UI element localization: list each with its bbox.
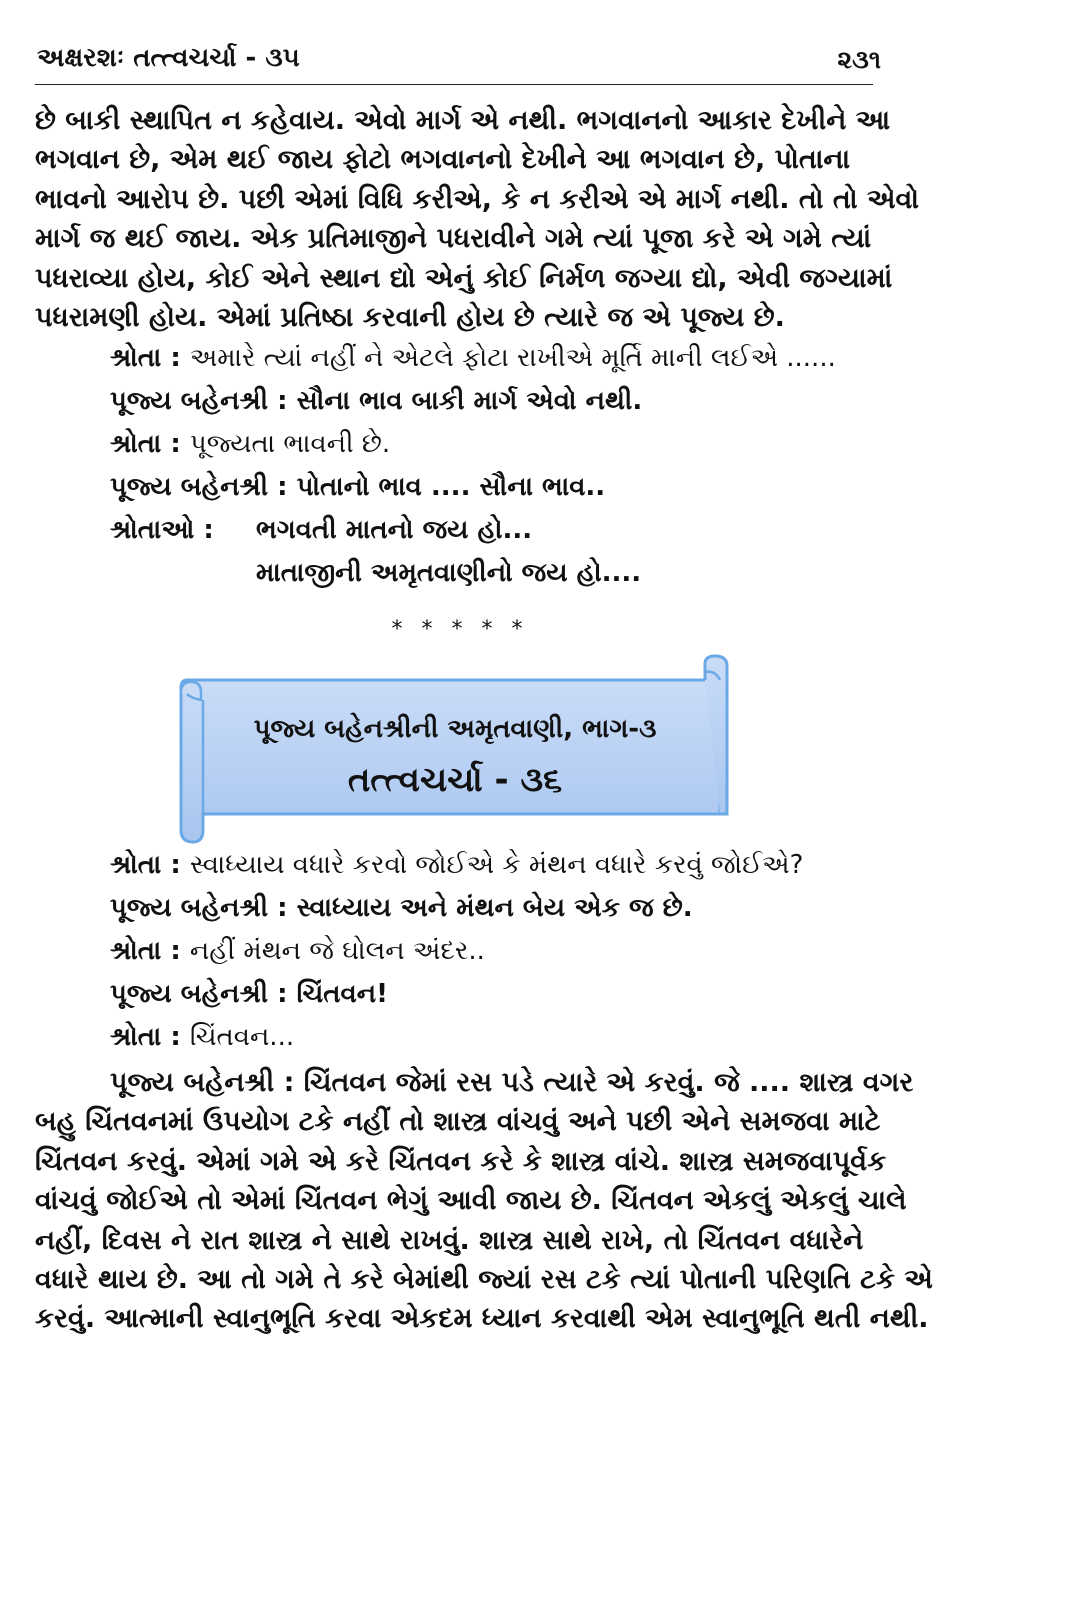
dialogue-text: અમારે ત્યાં નહીં ને એટલે ફોટા રાખીએ મૂર્તિ માની લઈએ ......: [189, 343, 836, 373]
paragraph-line: પધરાવ્યા હોય, કોઈ એને સ્થાન દ્યો એનું કોઈ નિર્મળ જગ્યા દ્યો, એવી જગ્યામાં: [35, 262, 893, 294]
speaker-label: શ્રોતા: [110, 1022, 162, 1052]
closing-line-2: માતાજીની અમૃતવાણીનો જય હો....: [256, 558, 642, 588]
speaker-label: શ્રોતા: [110, 936, 162, 966]
paragraph-line: છે બાકી સ્થાપિત ન કહેવાય. એવો માર્ગ એ નથી. ભગવાનનો આકાર દેખીને આ: [35, 105, 891, 136]
closing-line-1: ભગવતી માતનો જય હો...: [256, 515, 533, 545]
dialogue-line: પૂજ્ય બહેનશ્રી : ચિંતવન!: [110, 979, 388, 1009]
paragraph-line: ચિંતવન કરવું. એમાં ગમે એ કરે ચિંતવન કરે કે શાસ્ત્ર વાંચે. શાસ્ત્ર સમજવાપૂર્વક: [35, 1145, 887, 1177]
speaker-label: પૂજ્ય બહેનશ્રી: [110, 893, 269, 923]
scroll-banner-graphic: [175, 652, 735, 847]
paragraph-line: નહીં, દિવસ ને રાત શાસ્ત્ર ને સાથે રાખવું. શાસ્ત્ર સાથે રાખે, તો ચિંતવન વધારેને: [35, 1224, 864, 1256]
paragraph-2: [35, 1063, 933, 1339]
paragraph-line: ભાવનો આરોપ છે. પછી એમાં વિધિ કરીએ, કે ન કરીએ એ માર્ગ નથી. તો તો એવો: [35, 183, 920, 215]
dialogue-line: પૂજ્ય બહેનશ્રી : સ્વાધ્યાય અને મંથન બેય એક જ છે.: [110, 893, 693, 923]
dialogue-line: શ્રોતા : અમારે ત્યાં નહીં ને એટલે ફોટા રાખીએ મૂર્તિ માની લઈએ ......: [110, 343, 836, 373]
chapter-banner: [175, 652, 735, 847]
paragraph-first-line: પૂજ્ય બહેનશ્રી : ચિંતવન જેમાં રસ પડે ત્યારે એ કરવું. જે .... શાસ્ત્ર વગર: [110, 1067, 914, 1098]
paragraph-line: વાંચવું જોઈએ તો એમાં ચિંતવન ભેગું આવી જાય છે. ચિંતવન એકલું એકલું ચાલે: [35, 1185, 907, 1217]
dialogue-text: સૌના ભાવ બાકી માર્ગ એવો નથી.: [296, 386, 643, 416]
speaker-label: પૂજ્ય બહેનશ્રી: [110, 386, 269, 416]
paragraph-line: કરવું. આત્માની સ્વાનુભૂતિ કરવા એકદમ ધ્યાન કરવાથી એમ સ્વાનુભૂતિ થતી નથી.: [35, 1303, 929, 1335]
speaker-label: શ્રોતા: [110, 343, 162, 373]
dialogue-text: નહીં મંથન જે ઘોલન અંદર..: [189, 936, 485, 966]
dialogue-text: ચિંતવન!: [296, 979, 388, 1009]
dialogue-line: શ્રોતા : નહીં મંથન જે ઘોલન અંદર..: [110, 936, 485, 966]
paragraph-line: માર્ગ જ થઈ જાય. એક પ્રતિમાજીને પધરાવીને ગમે ત્યાં પૂજા કરે એ ગમે ત્યાં: [35, 223, 872, 255]
section-separator: * * * * *: [391, 617, 529, 642]
paragraph-line: વધારે થાય છે. આ તો ગમે તે કરે બેમાંથી જ્યાં રસ ટકે ત્યાં પોતાની પરિણતિ ટકે એ: [35, 1264, 933, 1296]
paragraph-line: પધરામણી હોય. એમાં પ્રતિષ્ઠા કરવાની હોય છે ત્યારે જ એ પૂજ્ય છે.: [35, 302, 785, 334]
speaker-label: શ્રોતા: [110, 429, 162, 459]
dialogue-line: શ્રોતા : પૂજ્યતા ભાવની છે.: [110, 429, 391, 459]
dialogue-text: ચિંતવન...: [189, 1022, 295, 1052]
running-header-title: અક્ષરશઃ તત્ત્વચર્ચા - ૩૫: [37, 43, 300, 73]
banner-subtitle: પૂજ્ય બહેનશ્રીની અમૃતવાણી, ભાગ-૩: [253, 714, 657, 744]
speaker-label: પૂજ્ય બહેનશ્રી: [110, 979, 269, 1009]
paragraph-line: ભગવાન છે, એમ થઈ જાય ફોટો ભગવાનનો દેખીને આ ભગવાન છે, પોતાના: [35, 144, 851, 176]
paragraph-text: ચિંતવન જેમાં રસ પડે ત્યારે એ કરવું. જે .... શાસ્ત્ર વગર: [303, 1067, 914, 1098]
dialogue-line: શ્રોતા : ચિંતવન...: [110, 1022, 295, 1052]
header-divider: [35, 84, 873, 85]
paragraph-1: [35, 101, 920, 337]
dialogue-line: શ્રોતા : સ્વાધ્યાય વધારે કરવો જોઈએ કે મંથન વધારે કરવું જોઈએ?: [110, 850, 804, 880]
speaker-label: શ્રોતા: [110, 850, 162, 880]
speaker-label: પૂજ્ય બહેનશ્રી: [110, 472, 269, 502]
speaker-label: પૂજ્ય બહેનશ્રી: [110, 1067, 275, 1098]
dialogue-text: સ્વાધ્યાય વધારે કરવો જોઈએ કે મંથન વધારે કરવું જોઈએ?: [189, 850, 804, 880]
paragraph-line: બહુ ચિંતવનમાં ઉપયોગ ટકે નહીં તો શાસ્ત્ર વાંચવું અને પછી એને સમજવા માટે: [35, 1106, 881, 1138]
page-number: ૨૩૧: [837, 45, 881, 74]
dialogue-text: પૂજ્યતા ભાવની છે.: [189, 429, 391, 459]
closing-speaker: શ્રોતાઓ :: [110, 515, 214, 545]
dialogue-text: પોતાનો ભાવ .... સૌના ભાવ..: [296, 472, 606, 502]
dialogue-line: પૂજ્ય બહેનશ્રી : સૌના ભાવ બાકી માર્ગ એવો નથી.: [110, 386, 643, 416]
dialogue-text: સ્વાધ્યાય અને મંથન બેય એક જ છે.: [296, 893, 693, 923]
banner-title: તત્ત્વચર્ચા - ૩૬: [347, 760, 563, 800]
dialogue-line: પૂજ્ય બહેનશ્રી : પોતાનો ભાવ .... સૌના ભાવ..: [110, 472, 606, 502]
